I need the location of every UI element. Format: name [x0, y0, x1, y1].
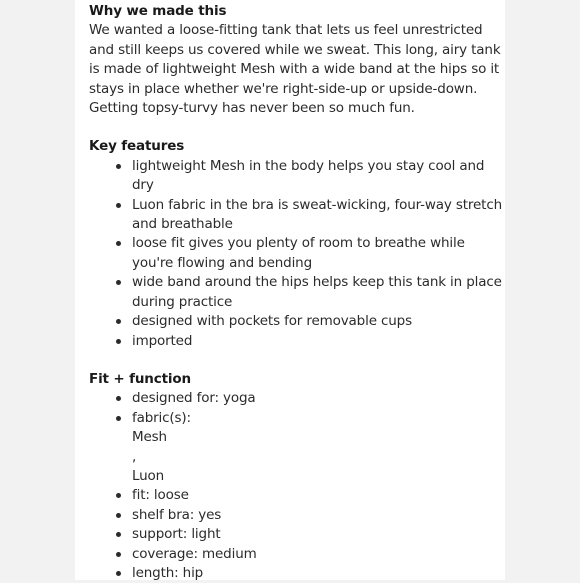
feature-item: lightweight Mesh in the body helps you stay cool and dry [89, 157, 505, 196]
fabrics-label: fabric(s): [132, 409, 191, 426]
why-body: We wanted a loose-fitting tank that lets us feel unrestricted and still keeps us covered while we sweat. This long, airy tank is made of lightweight Mesh with a wide band at the hips so it stays in place whether we're right-side-up or upside-down. Getting topsy-turvy has never been so much fun. [89, 22, 501, 117]
feature-item: Luon fabric in the bra is sweat-wicking, four-way stretch and breathable [89, 196, 505, 235]
fit-item-fit: fit: loose [89, 486, 505, 505]
product-description-panel [75, 0, 505, 580]
fit-list [89, 389, 505, 583]
feature-item: imported [89, 332, 505, 351]
features-section [89, 137, 505, 350]
features-list [89, 157, 505, 351]
fit-item-length: length: hip [89, 564, 505, 583]
fit-item-fabrics [89, 409, 505, 487]
why-heading: Why we made this [89, 3, 227, 19]
fabric-separator: , [132, 448, 137, 465]
fabric-luon: Luon [132, 467, 165, 484]
feature-item: loose fit gives you plenty of room to breathe while you're flowing and bending [89, 234, 505, 273]
why-section [89, 2, 505, 118]
fit-item-shelf-bra: shelf bra: yes [89, 506, 505, 525]
feature-item: wide band around the hips helps keep this tank in place during practice [89, 273, 505, 312]
fit-item-designed-for: designed for: yoga [89, 389, 505, 408]
description-content [89, 2, 505, 583]
features-heading: Key features [89, 138, 185, 155]
feature-item: designed with pockets for removable cups [89, 312, 505, 331]
fit-item-coverage: coverage: medium [89, 545, 505, 564]
fabric-mesh: Mesh [132, 429, 167, 446]
fit-heading: Fit + function [89, 370, 191, 387]
fit-section [89, 370, 505, 583]
fit-item-support: support: light [89, 525, 505, 544]
